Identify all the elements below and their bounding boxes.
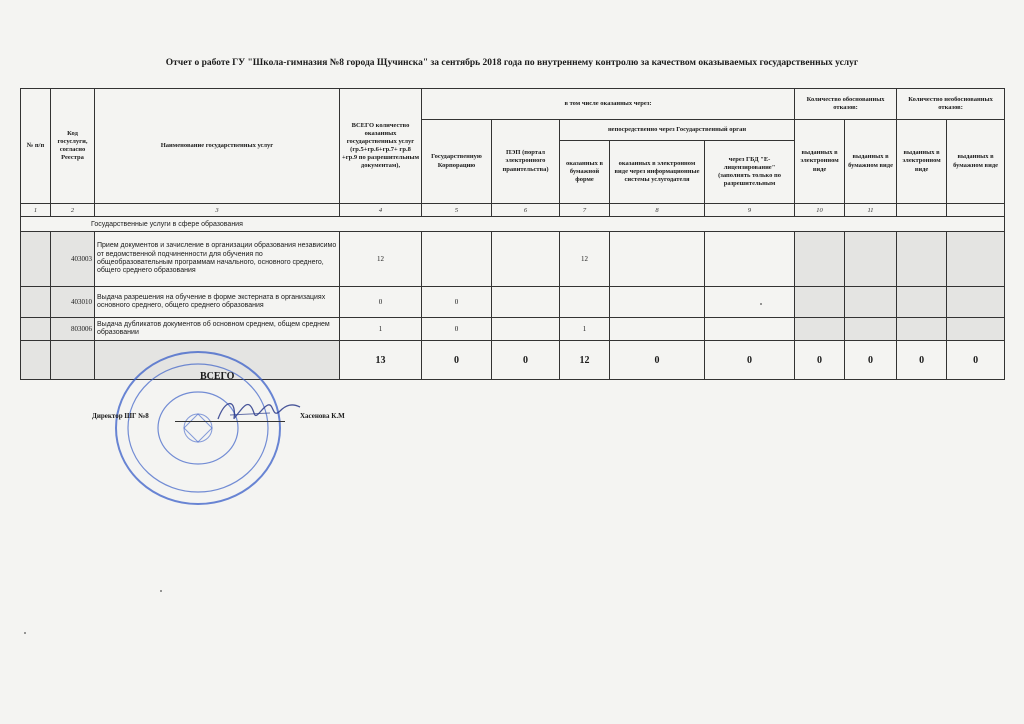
scan-speck [760, 303, 762, 305]
col-number: 3 [95, 204, 340, 217]
official-seal [112, 348, 284, 508]
service-total: 12 [340, 232, 422, 287]
total-corp: 0 [422, 341, 492, 380]
col-number: 1 [21, 204, 51, 217]
signature-line [175, 421, 285, 422]
col-number: 9 [705, 204, 795, 217]
service-egov [492, 232, 560, 287]
col-number: 11 [845, 204, 897, 217]
header-j-paper: выданных в бумажном виде [845, 120, 897, 204]
service-name: Выдача дубликатов документов об основном среднем, общем среднем образовании [95, 318, 340, 341]
service-paper: 12 [560, 232, 610, 287]
column-number-row [21, 204, 1005, 217]
total-j-paper: 0 [845, 341, 897, 380]
service-corp [422, 232, 492, 287]
col-number: 6 [492, 204, 560, 217]
header-u-paper: выданных в бумажном виде [947, 120, 1005, 204]
report-title: Отчет о работе ГУ "Школа-гимназия №8 города Щучинска" за сентябрь 2018 года по внутреннему контролю за качеством оказываемых государственных услуг [165, 58, 859, 68]
header-total: ВСЕГО количество оказанных государственных услуг (гр.5+гр.6+гр.7+ гр.8 +гр.9 по разрешительным документам), [340, 89, 422, 204]
scan-speck [24, 632, 26, 634]
totals-label: ВСЕГО [200, 371, 235, 382]
total-u-paper: 0 [947, 341, 1005, 380]
total-is: 0 [610, 341, 705, 380]
director-name: Хасенова К.М [300, 412, 345, 420]
header-gbd: через ГБД "Е-лицензирование" (заполнять только по разрешительным [705, 141, 795, 204]
header-name: Наименование государственных услуг [95, 89, 340, 204]
service-paper [560, 287, 610, 318]
col-number: 2 [51, 204, 95, 217]
service-paper: 1 [560, 318, 610, 341]
header-unjustified: Количество необоснованных отказов: [897, 89, 1005, 120]
total-j-el: 0 [795, 341, 845, 380]
report-table [20, 88, 1005, 380]
header-incl: в том числе оказанных через: [422, 89, 795, 120]
service-total: 0 [340, 287, 422, 318]
total-gbd: 0 [705, 341, 795, 380]
service-name: Прием документов и зачисление в организации образования независимо от ведомственной подчиненности для обучения по общеобразовательным программам начального, основного среднего, общего среднего образования [95, 232, 340, 287]
header-paper: оказанных в бумажной форме [560, 141, 610, 204]
header-j-el: выданных в электронном виде [795, 120, 845, 204]
service-egov [492, 287, 560, 318]
service-egov [492, 318, 560, 341]
service-name: Выдача разрешения на обучение в форме экстерната в организациях основного среднего, общего среднего образования [95, 287, 340, 318]
header-u-el: выданных в электронном виде [897, 120, 947, 204]
header-row-1 [21, 89, 1005, 120]
col-number: 8 [610, 204, 705, 217]
service-total: 1 [340, 318, 422, 341]
col-number: 5 [422, 204, 492, 217]
service-code: 803006 [51, 318, 95, 341]
service-code: 403010 [51, 287, 95, 318]
header-no: № п/п [21, 89, 51, 204]
header-direct: непосредственно через Государственный орган [560, 120, 795, 141]
table-row [21, 287, 1005, 318]
header-code: Код госуслуги, согласно Реестра [51, 89, 95, 204]
total-paper: 12 [560, 341, 610, 380]
header-is: оказанных в электронном виде через информационные системы услугодателя [610, 141, 705, 204]
total-egov: 0 [492, 341, 560, 380]
section-row [21, 217, 1005, 232]
header-justified: Количество обоснованных отказов: [795, 89, 897, 120]
director-label: Директор ШГ №8 [92, 412, 149, 420]
col-number: 4 [340, 204, 422, 217]
total-u-el: 0 [897, 341, 947, 380]
scan-speck [160, 590, 162, 592]
service-corp: 0 [422, 287, 492, 318]
service-code: 403003 [51, 232, 95, 287]
col-number: 10 [795, 204, 845, 217]
service-corp: 0 [422, 318, 492, 341]
section-title: Государственные услуги в сфере образования [21, 217, 1005, 232]
header-corp: Государственную Корпорацию [422, 120, 492, 204]
header-egov: ПЭП (портал электронного правительства) [492, 120, 560, 204]
table-row [21, 318, 1005, 341]
col-number: 7 [560, 204, 610, 217]
table-row [21, 232, 1005, 287]
total-all: 13 [340, 341, 422, 380]
